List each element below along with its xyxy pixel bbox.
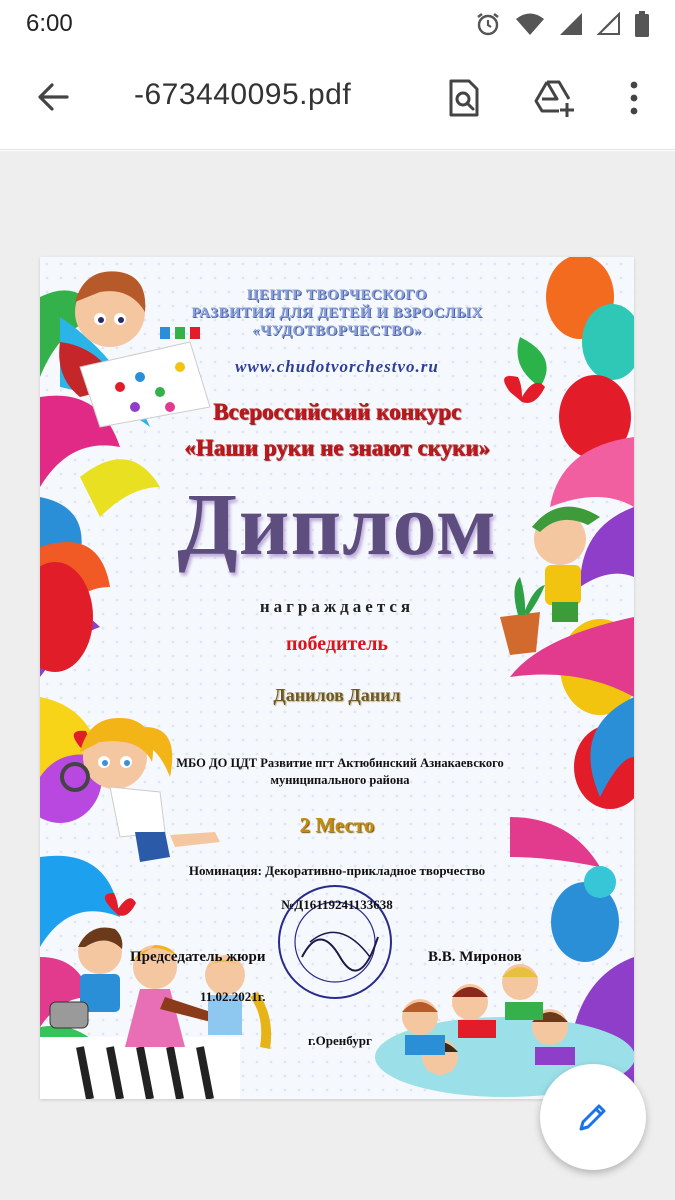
back-button[interactable]	[28, 72, 78, 122]
status-bar	[0, 0, 675, 48]
jury-name: В.В. Миронов	[428, 949, 522, 965]
winner-label: победитель	[285, 633, 388, 655]
app-bar	[0, 48, 675, 150]
signal-empty-icon	[597, 12, 621, 36]
org-line-3: «ЧУДОТВОРЧЕСТВО»	[252, 323, 422, 339]
edit-fab-button[interactable]	[540, 1064, 646, 1170]
wifi-icon	[515, 12, 545, 36]
pdf-page	[40, 257, 634, 1099]
awarded-label: награждается	[259, 597, 415, 616]
org-line-1: ЦЕНТР ТВОРЧЕСКОГО	[246, 287, 428, 303]
document-title: -673440095.pdf	[134, 78, 352, 111]
find-in-page-button[interactable]	[440, 74, 488, 122]
contest-line-2: «Наши руки не знают скуки»	[184, 435, 490, 460]
add-to-drive-button[interactable]	[530, 74, 578, 122]
issue-date: 11.02.2021г.	[200, 989, 266, 1004]
more-vert-icon	[628, 80, 640, 116]
jury-label: Председатель жюри	[130, 949, 266, 965]
place-label: 2 Место	[299, 813, 375, 837]
contest-line-1: Всероссийский конкурс	[212, 399, 462, 424]
school-line-2: муниципального района	[270, 773, 410, 787]
back-arrow-icon	[36, 80, 70, 114]
website: www.chudotvorchestvo.ru	[235, 357, 439, 376]
alarm-icon	[475, 11, 501, 37]
status-icons	[475, 10, 649, 38]
school-line-1: МБО ДО ЦДТ Развитие пгт Актюбинский Азнакаевского	[176, 756, 504, 770]
status-time: 6:00	[26, 10, 73, 37]
find-in-page-icon	[447, 79, 481, 117]
edit-pencil-icon	[575, 1099, 611, 1135]
diploma-decoration	[40, 257, 634, 1099]
more-options-button[interactable]	[610, 74, 658, 122]
diploma-title: Диплом	[177, 477, 497, 574]
recipient-name: Данилов Данил	[273, 685, 401, 705]
diploma-number: №Д16119241133638	[281, 897, 393, 912]
pdf-viewer[interactable]	[0, 151, 675, 1200]
add-to-drive-icon	[533, 79, 575, 117]
nomination: Номинация: Декоративно-прикладное творчество	[188, 863, 486, 878]
signal-icon	[559, 12, 583, 36]
battery-icon	[635, 11, 649, 37]
org-line-2: РАЗВИТИЯ ДЛЯ ДЕТЕЙ И ВЗРОСЛЫХ	[191, 305, 483, 321]
issue-city: г.Оренбург	[308, 1033, 372, 1048]
